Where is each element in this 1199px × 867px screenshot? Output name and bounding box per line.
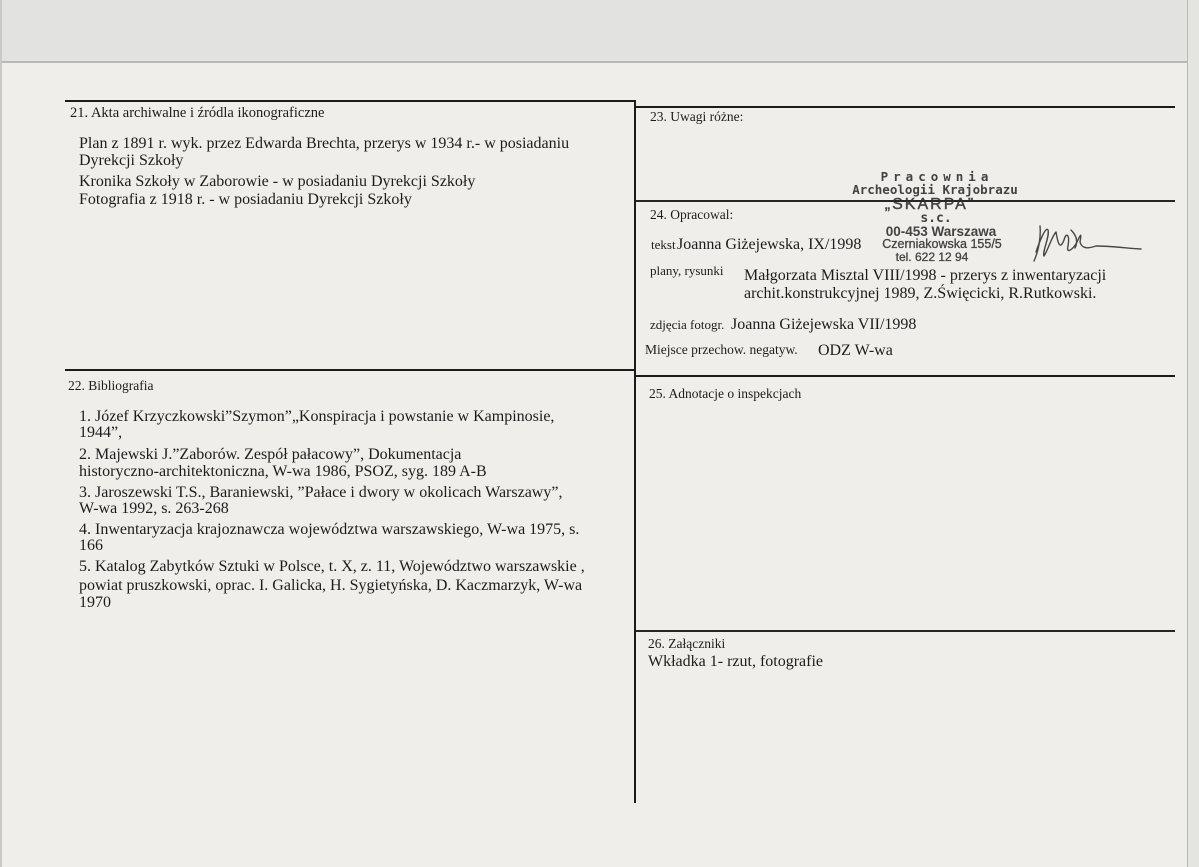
section-22-label: 22. Bibliografia (68, 378, 154, 393)
bibliography-line: 2. Majewski J.”Zaborów. Zespół pałacowy”, Dokumentacja (79, 446, 462, 463)
stamp-line: Czerniakowska 155/5 (882, 237, 1002, 251)
plans-value-line: Małgorzata Misztal VIII/1998 - przerys z inwentaryzacji (744, 267, 1107, 284)
rule-vertical-divider (634, 100, 636, 803)
section-24-label: 24. Opracowal: (650, 207, 734, 222)
bibliography-line: W-wa 1992, s. 263-268 (79, 500, 229, 517)
bibliography-line: 1944”, (79, 424, 123, 441)
bibliography-line: 3. Jaroszewski T.S., Baraniewski, ”Pałace i dwory w okolicach Warszawy”, (79, 484, 563, 501)
bibliography-line: powiat pruszkowski, oprac. I. Galicka, H. Sygietyńska, D. Kaczmarzyk, W-wa (79, 577, 583, 594)
stamp-line: s.c. (920, 211, 952, 226)
stamp-line: „SKARPA” (884, 196, 976, 213)
photos-value: Joanna Giżejewska VII/1998 (731, 316, 917, 333)
archives-line: Kronika Szkoły w Zaborowie - w posiadaniu Dyrekcji Szkoły (79, 173, 476, 190)
text-author-value: Joanna Giżejewska, IX/1998 (677, 236, 862, 253)
negatives-label: Miejsce przechow. negatyw. (645, 342, 798, 357)
rule-top-left (65, 100, 636, 102)
rule-top-right (636, 106, 1175, 108)
stamp-line: Pracownia (880, 169, 994, 184)
negatives-value: ODZ W-wa (818, 342, 893, 359)
paper-edge-right (1187, 0, 1199, 867)
plans-label: plany, rysunki (650, 263, 724, 278)
text-author-label: tekst (651, 237, 676, 252)
top-paper-strip (0, 0, 1199, 63)
section-25-label: 25. Adnotacje o inspekcjach (649, 386, 802, 401)
attachments-value: Wkładka 1- rzut, fotografie (648, 653, 824, 670)
section-21-label: 21. Akta archiwalne i źródla ikonograficzne (70, 105, 325, 121)
archives-line: Fotografia z 1918 r. - w posiadaniu Dyrekcji Szkoły (79, 191, 412, 208)
rule-middle-right (636, 375, 1175, 377)
archives-line: Plan z 1891 r. wyk. przez Edwarda Brechta, przerys w 1934 r.- w posiadaniu (79, 135, 570, 152)
bibliography-line: 1970 (79, 594, 111, 611)
bibliography-line: historyczno-architektoniczna, W-wa 1986, PSOZ, syg. 189 A-B (79, 463, 487, 480)
rule-middle-left (65, 369, 636, 371)
paper-edge-left (0, 0, 2, 867)
stamp-line: 00-453 Warszawa (885, 224, 997, 239)
rule-inspections-bottom (636, 630, 1175, 632)
stamp-line: Archeologii Krajobrazu (852, 182, 1018, 197)
bibliography-line: 4. Inwentaryzacja krajoznawcza województwa warszawskiego, W-wa 1975, s. (79, 521, 580, 538)
section-26-label: 26. Załączniki (648, 636, 726, 651)
bibliography-line: 5. Katalog Zabytków Sztuki w Polsce, t. X, z. 11, Województwo warszawskie , (79, 558, 585, 575)
archives-line: Dyrekcji Szkoły (79, 152, 184, 169)
photos-label: zdjęcia fotogr. (650, 317, 725, 332)
bibliography-line: 166 (79, 537, 103, 554)
stamp-line: tel. 622 12 94 (895, 250, 969, 264)
section-23-label: 23. Uwagi różne: (650, 109, 744, 124)
bibliography-line: 1. Józef Krzyczkowski”Szymon”„Konspiracja i powstanie w Kampinosie, (79, 408, 555, 425)
plans-value-line: archit.konstrukcyjnej 1989, Z.Święcicki, R.Rutkowski. (744, 285, 1097, 302)
signature (1025, 218, 1150, 268)
